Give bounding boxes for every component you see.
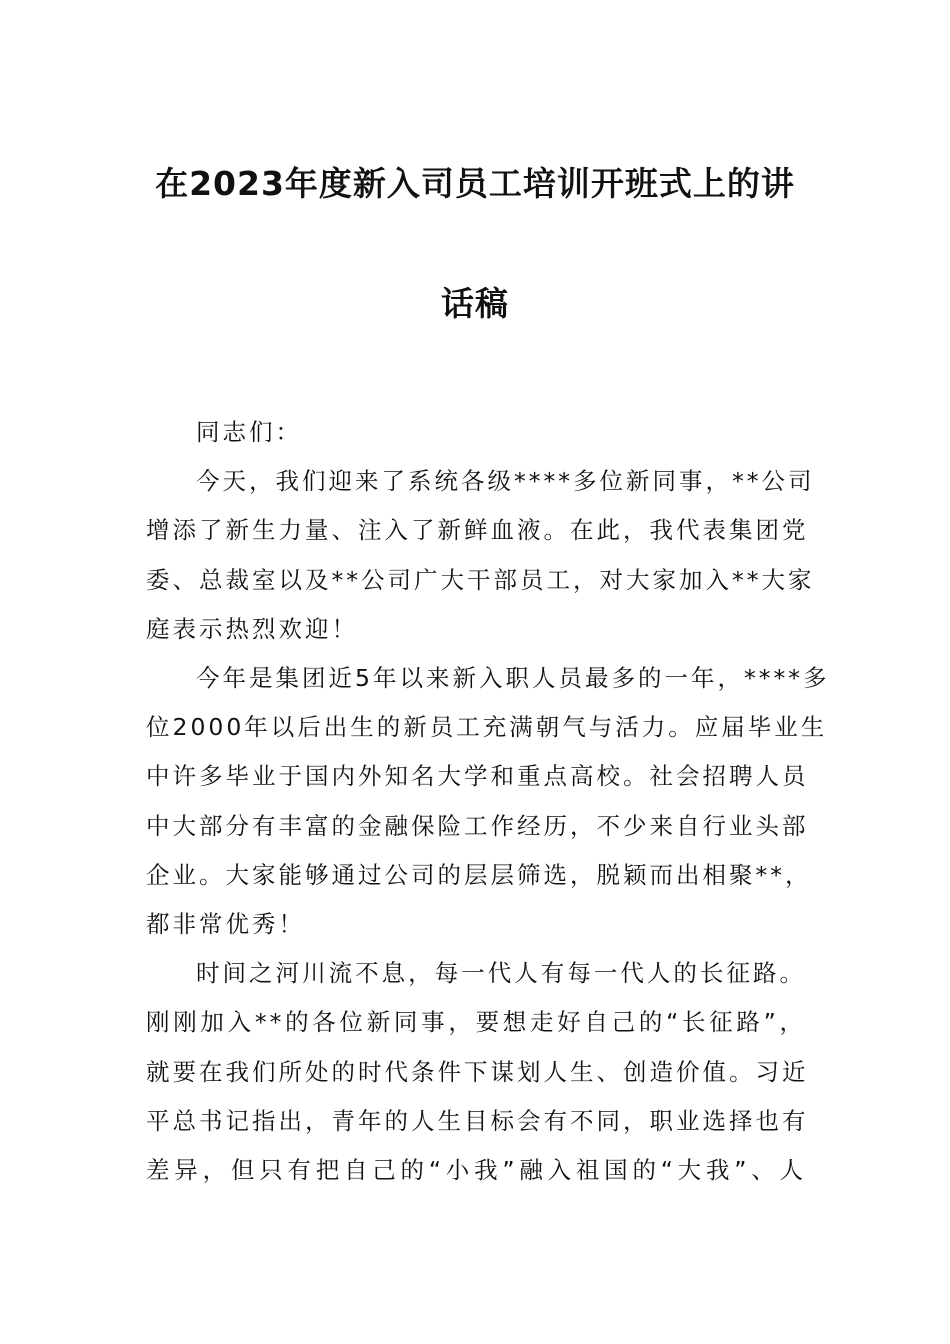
paragraph-line: 平总书记指出，青年的人生目标会有不同，职业选择也有	[146, 1107, 809, 1135]
paragraph-line: 委、总裁室以及**公司广大干部员工，对大家加入**大家	[146, 566, 815, 594]
paragraph-line: 中许多毕业于国内外知名大学和重点高校。社会招聘人员	[146, 762, 809, 790]
paragraph-line: 刚刚加入**的各位新同事，要想走好自己的“长征路”，	[146, 1008, 806, 1036]
paragraph-line: 位2000年以后出生的新员工充满朝气与活力。应届毕业生	[146, 713, 828, 741]
paragraph-line: 企业。大家能够通过公司的层层筛选，脱颖而出相聚**，	[146, 861, 812, 889]
paragraph-line: 差异，但只有把自己的“小我”融入祖国的“大我”、人	[146, 1156, 806, 1184]
paragraph-line: 庭表示热烈欢迎！	[146, 615, 358, 643]
document-title-line-2: 话稿	[441, 284, 509, 323]
paragraph-line: 时间之河川流不息，每一代人有每一代人的长征路。	[196, 959, 806, 987]
salutation: 同志们：	[196, 418, 302, 446]
paragraph-line: 都非常优秀！	[146, 910, 305, 938]
paragraph-line: 今年是集团近5年以来新入职人员最多的一年，****多	[196, 664, 830, 692]
paragraph-line: 就要在我们所处的时代条件下谋划人生、创造价值。习近	[146, 1058, 809, 1086]
document-title-line-1: 在2023年度新入司员工培训开班式上的讲	[155, 164, 795, 203]
paragraph-line: 今天，我们迎来了系统各级****多位新同事，**公司	[196, 467, 815, 495]
paragraph-line: 增添了新生力量、注入了新鲜血液。在此，我代表集团党	[146, 516, 809, 544]
paragraph-line: 中大部分有丰富的金融保险工作经历，不少来自行业头部	[146, 812, 809, 840]
